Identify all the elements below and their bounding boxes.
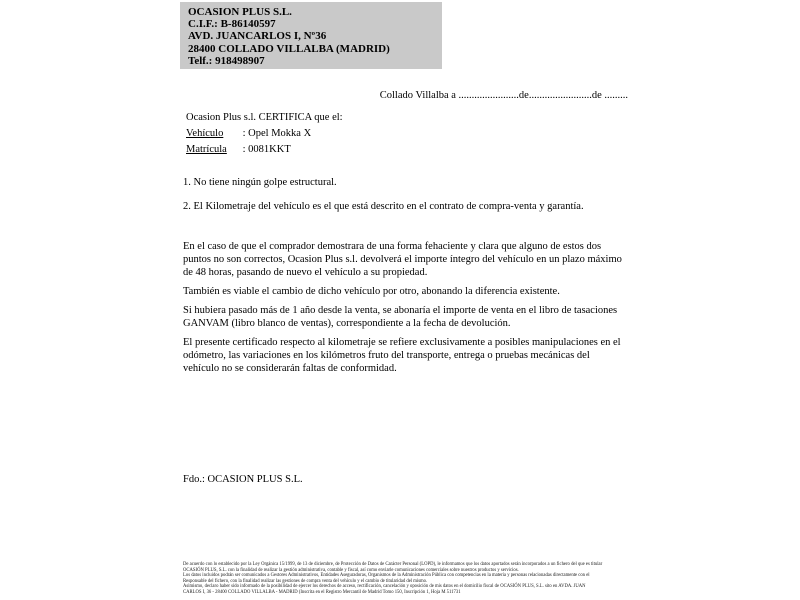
company-phone: Telf.: 918498907 [188,54,265,67]
legal-footer-line: Los datos incluidos podrán ser comunicados a Gestores Administrativos, Entidades Aseguradoras, Organismos de la Administración Pública con competencias en la materia y personas relacionadas directamente con el [183,573,590,579]
company-city: 28400 COLLADO VILLALBA (MADRID) [188,42,390,55]
point-2: 2. El Kilometraje del vehículo es el que está descrito en el contrato de compra-venta y garantía. [183,201,584,212]
legal-footer-line: Responsable del fichero, con la finalidad realizar las gestiones de compra venta del vehículo y el cambio de titularidad del mismo. [183,578,428,584]
certification-intro: Ocasion Plus s.l. CERTIFICA que el: [186,112,343,123]
date-line: Collado Villalba a .......................de........................de ......... [379,90,628,101]
legal-footer-line: CARLOS I, 36 - 28400 COLLADO VILLALBA - MADRID (Inscrita en el Registro Mercantil de Madrid Tomo 150, Inscripción 1, Hoja M 511731 [183,589,461,595]
signature-line: Fdo.: OCASION PLUS S.L. [183,474,303,485]
paragraph-exchange: También es viable el cambio de dicho vehículo por otro, abonando la diferencia existente. [183,286,560,297]
point-1: 1. No tiene ningún golpe estructural. [183,177,337,188]
vehicle-label: Vehículo [186,128,224,139]
legal-footer-line: De acuerdo con lo establecido por la Ley Orgánica 15/1999, de 13 de diciembre, de Protección de Datos de Carácter Personal (LOPD), le informamos que los datos aportados serán incorporados a un fichero del que es titular [183,562,603,567]
letterhead [180,2,442,69]
paragraph-ganvam: Si hubiera pasado más de 1 año desde la venta, se abonaría el importe de venta en el libro de tasaciones GANVAM (libro blanco de ventas), correspondiente a la fecha de devolución. [183,305,618,329]
company-name: OCASION PLUS S.L. [188,6,292,18]
paragraph-refund: En el caso de que el comprador demostrara de una forma fehaciente y clara que alguno de estos dos puntos no son correctos, Ocasion Plus s.l. devolverá el importe íntegro del vehículo en un plazo máximo de 48 horas, pasando de nuevo el vehículo a su propiedad. [183,241,622,278]
paragraph-odometer: El presente certificado respecto al kilometraje se refiere exclusivamente a posibles manipulaciones en el odómetro, las variaciones en los kilómetros fruto del transporte, entrega o pruebas mecánicas del vehículo no se considerarán faltas de conformidad. [183,337,621,374]
plate-value: : 0081KKT [242,144,291,155]
body-paragraphs [183,240,627,381]
legal-footer-line: Asimismo, declaro haber sido informado de la posibilidad de ejercer los derechos de acceso, rectificación, cancelación y oposición de mis datos en el domicilio fiscal de OCASIÓN PLUS, S.L. sito en AVDA. JUAN [183,584,586,590]
legal-footer [183,562,625,596]
vehicle-value: : Opel Mokka X [242,128,312,139]
company-cif: C.I.F.: B-86140597 [188,18,276,31]
plate-label: Matrícula [186,144,227,155]
vehicle-line [186,128,311,139]
legal-footer-line: OCASIÓN PLUS, S.L. con la finalidad de realizar la gestión administrativa, contable y fiscal, así como enviarle comunicaciones comerciales sobre nuestros productos y servicios. [183,567,519,573]
company-address: AVD. JUANCARLOS I, Nº36 [188,30,327,43]
plate-line [186,144,291,155]
